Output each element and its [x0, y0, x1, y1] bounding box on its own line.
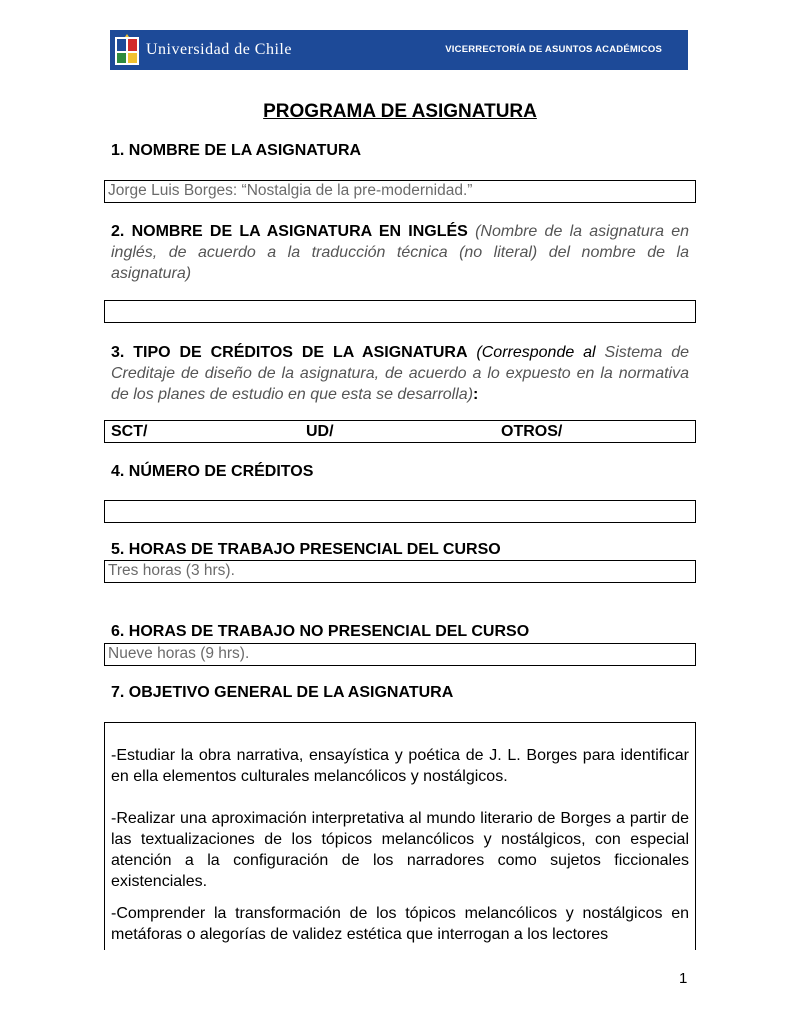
section-4-heading: 4. NÚMERO DE CRÉDITOS [111, 463, 314, 480]
section-6-value: Nueve horas (9 hrs). [108, 645, 250, 662]
page-number: 1 [679, 970, 688, 987]
objective-paragraph-1: -Estudiar la obra narrativa, ensayística y poética de J. L. Borges para identificar en ella elementos culturales melancólicos y nostálgicos. [111, 747, 689, 785]
section-1-field [104, 180, 696, 203]
section-6-heading: 6. HORAS DE TRABAJO NO PRESENCIAL DEL CURSO [111, 623, 530, 640]
credit-type-otros: OTROS/ [501, 423, 563, 440]
section-6-field [104, 643, 696, 666]
credit-type-ud: UD/ [306, 423, 334, 440]
objective-paragraph-3: -Comprender la transformación de los tópicos melancólicos y nostálgicos en metáforas o alegorías de validez estética que interrogan a los lectores [111, 905, 689, 943]
section-3-heading-block [111, 342, 689, 405]
section-2-heading-block [111, 221, 689, 284]
section-2-note: (Nombre de la asignatura en inglés, de acuerdo a la traducción técnica (no literal) del nombre de la asignatura) [111, 223, 689, 282]
section-5-value: Tres horas (3 hrs). [108, 562, 235, 579]
section-3-note-lead: (Corresponde al [476, 344, 596, 361]
credit-type-sct: SCT/ [111, 423, 148, 440]
section-5-field [104, 560, 696, 583]
section-4-field [104, 500, 696, 523]
section-3-colon: : [473, 386, 479, 403]
header-banner [110, 30, 688, 70]
section-7-field [104, 722, 696, 950]
section-3-heading: 3. TIPO DE CRÉDITOS DE LA ASIGNATURA [111, 344, 468, 361]
university-crest-icon [114, 34, 140, 66]
section-3-field [104, 420, 696, 443]
section-2-field [104, 300, 696, 323]
university-name: Universidad de Chile [146, 41, 292, 58]
section-2-heading: 2. NOMBRE DE LA ASIGNATURA EN INGLÉS [111, 223, 468, 240]
section-1-value: Jorge Luis Borges: “Nostalgia de la pre-modernidad.” [108, 182, 473, 199]
vicerrectoria-label: VICERRECTORÍA DE ASUNTOS ACADÉMICOS [445, 44, 662, 55]
section-7-heading: 7. OBJETIVO GENERAL DE LA ASIGNATURA [111, 684, 454, 701]
objective-paragraph-2: -Realizar una aproximación interpretativa al mundo literario de Borges a partir de las textualizaciones de los tópicos melancólicos y nostálgicos, con especial atención a la configuración de los narradores como sujetos ficcionales existenciales. [111, 810, 689, 890]
page-title: PROGRAMA DE ASIGNATURA [263, 101, 537, 122]
section-3-note: Sistema de Creditaje de diseño de la asignatura, de acuerdo a lo expuesto en la normativa de los planes de estudio en que esta se desarrolla) [111, 344, 690, 403]
section-1-heading: 1. NOMBRE DE LA ASIGNATURA [111, 142, 362, 159]
section-5-heading: 5. HORAS DE TRABAJO PRESENCIAL DEL CURSO [111, 541, 501, 558]
